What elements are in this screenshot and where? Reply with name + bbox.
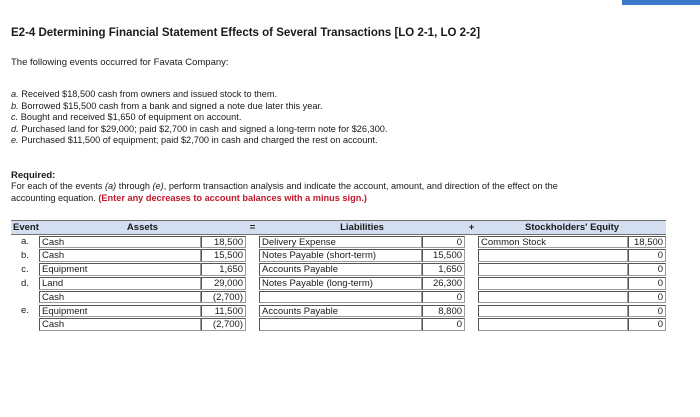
event-item-d [11, 124, 387, 136]
asset-amount-field[interactable]: (2,700) [201, 318, 246, 331]
event-label: d. [21, 277, 29, 289]
event-letter: b. [11, 100, 19, 111]
event-item-e [11, 135, 387, 147]
event-text: Borrowed $15,500 cash from a bank and signed a note due later this year. [21, 100, 323, 111]
event-letter: d. [11, 123, 19, 134]
asset-amount-field[interactable]: 29,000 [201, 277, 246, 290]
table-row [11, 235, 666, 249]
table-header-row [11, 221, 666, 235]
header-event: Event [13, 222, 39, 233]
event-label [11, 318, 39, 332]
asset-amount-field[interactable]: 1,650 [201, 263, 246, 276]
problem-title: E2-4 Determining Financial Statement Effects of Several Transactions [LO 2-1, LO 2-2] [11, 27, 481, 39]
required-text-part: , perform transaction analysis and indicate the account, amount, and direction of the effect on the accounting equation. [11, 181, 558, 203]
event-label: c. [21, 263, 29, 275]
event-item-c [11, 112, 387, 124]
table-row [11, 276, 666, 290]
equity-account-field[interactable] [478, 249, 628, 262]
liability-account-field[interactable]: Delivery Expense [259, 236, 422, 249]
liability-amount-field[interactable]: 0 [422, 236, 465, 249]
event-letter: a. [11, 89, 19, 99]
asset-amount-field[interactable]: (2,700) [201, 291, 246, 304]
liability-account-field[interactable] [259, 291, 422, 304]
required-text-part: (e) [152, 181, 164, 191]
liability-amount-field[interactable]: 1,650 [422, 263, 465, 276]
header-equals: = [246, 221, 259, 235]
event-text: Purchased $11,500 of equipment; paid $2,700 in cash and charged the rest on account. [21, 135, 378, 146]
liability-account-field[interactable] [259, 318, 422, 331]
table-row [11, 249, 666, 263]
asset-account-field[interactable]: Cash [39, 236, 201, 249]
table-row [11, 304, 666, 318]
equity-amount-field[interactable]: 0 [628, 263, 666, 276]
asset-account-field[interactable]: Equipment [39, 263, 201, 276]
equity-account-field[interactable]: Common Stock [478, 236, 628, 249]
event-letter: c. [11, 112, 19, 123]
liability-amount-field[interactable]: 8,800 [422, 305, 465, 318]
equity-amount-field[interactable]: 0 [628, 291, 666, 304]
liability-amount-field[interactable]: 15,500 [422, 249, 465, 262]
required-text-part: (a) [104, 181, 117, 191]
asset-amount-field[interactable]: 11,500 [201, 305, 246, 318]
event-list [11, 89, 387, 147]
liability-account-field[interactable]: Notes Payable (short-term) [259, 249, 422, 262]
required-warning: (Enter any decreases to account balances with a minus sign.) [98, 192, 367, 203]
event-label: b. [21, 250, 29, 262]
intro-text: The following events occurred for Favata Company: [11, 57, 229, 68]
event-item-a [11, 89, 387, 101]
asset-amount-field[interactable]: 18,500 [201, 236, 246, 249]
liability-account-field[interactable]: Accounts Payable [259, 263, 422, 276]
table-row [11, 263, 666, 277]
asset-amount-field[interactable]: 15,500 [201, 249, 246, 262]
top-accent-bar [622, 0, 700, 5]
equity-amount-field[interactable]: 0 [628, 318, 666, 331]
event-letter: e. [11, 135, 19, 146]
liability-amount-field[interactable]: 0 [422, 318, 465, 331]
event-item-b [11, 101, 387, 113]
equity-amount-field[interactable]: 18,500 [628, 236, 666, 249]
event-label [11, 290, 39, 304]
asset-account-field[interactable]: Land [39, 277, 201, 290]
header-liabilities: Liabilities [259, 221, 465, 235]
liability-account-field[interactable]: Notes Payable (long-term) [259, 277, 422, 290]
liability-amount-field[interactable]: 26,300 [422, 277, 465, 290]
asset-account-field[interactable]: Cash [39, 318, 201, 331]
event-text: Bought and received $1,650 of equipment on account. [20, 112, 242, 123]
event-text: Received $18,500 cash from owners and issued stock to them. [21, 89, 278, 99]
asset-account-field[interactable]: Equipment [39, 305, 201, 318]
equity-amount-field[interactable]: 0 [628, 249, 666, 262]
equity-amount-field[interactable]: 0 [628, 305, 666, 318]
required-text-part: For each of the events [11, 181, 105, 191]
event-label: e. [21, 305, 29, 317]
equity-amount-field[interactable]: 0 [628, 277, 666, 290]
liability-account-field[interactable]: Accounts Payable [259, 305, 422, 318]
equity-account-field[interactable] [478, 305, 628, 318]
equity-account-field[interactable] [478, 318, 628, 331]
header-equity: Stockholders' Equity [478, 221, 666, 235]
header-assets: Assets [39, 221, 246, 235]
transaction-analysis-table [11, 220, 666, 332]
equity-account-field[interactable] [478, 291, 628, 304]
asset-account-field[interactable]: Cash [39, 291, 201, 304]
header-plus: + [465, 221, 478, 235]
table-row [11, 290, 666, 304]
equity-account-field[interactable] [478, 277, 628, 290]
required-text-part: through [116, 181, 153, 191]
required-heading: Required: [11, 170, 56, 181]
table-row [11, 318, 666, 332]
required-text [11, 181, 571, 204]
equity-account-field[interactable] [478, 263, 628, 276]
asset-account-field[interactable]: Cash [39, 249, 201, 262]
event-label: a. [21, 236, 29, 248]
liability-amount-field[interactable]: 0 [422, 291, 465, 304]
event-text: Purchased land for $29,000; paid $2,700 in cash and signed a long-term note for $26,300. [21, 123, 388, 134]
